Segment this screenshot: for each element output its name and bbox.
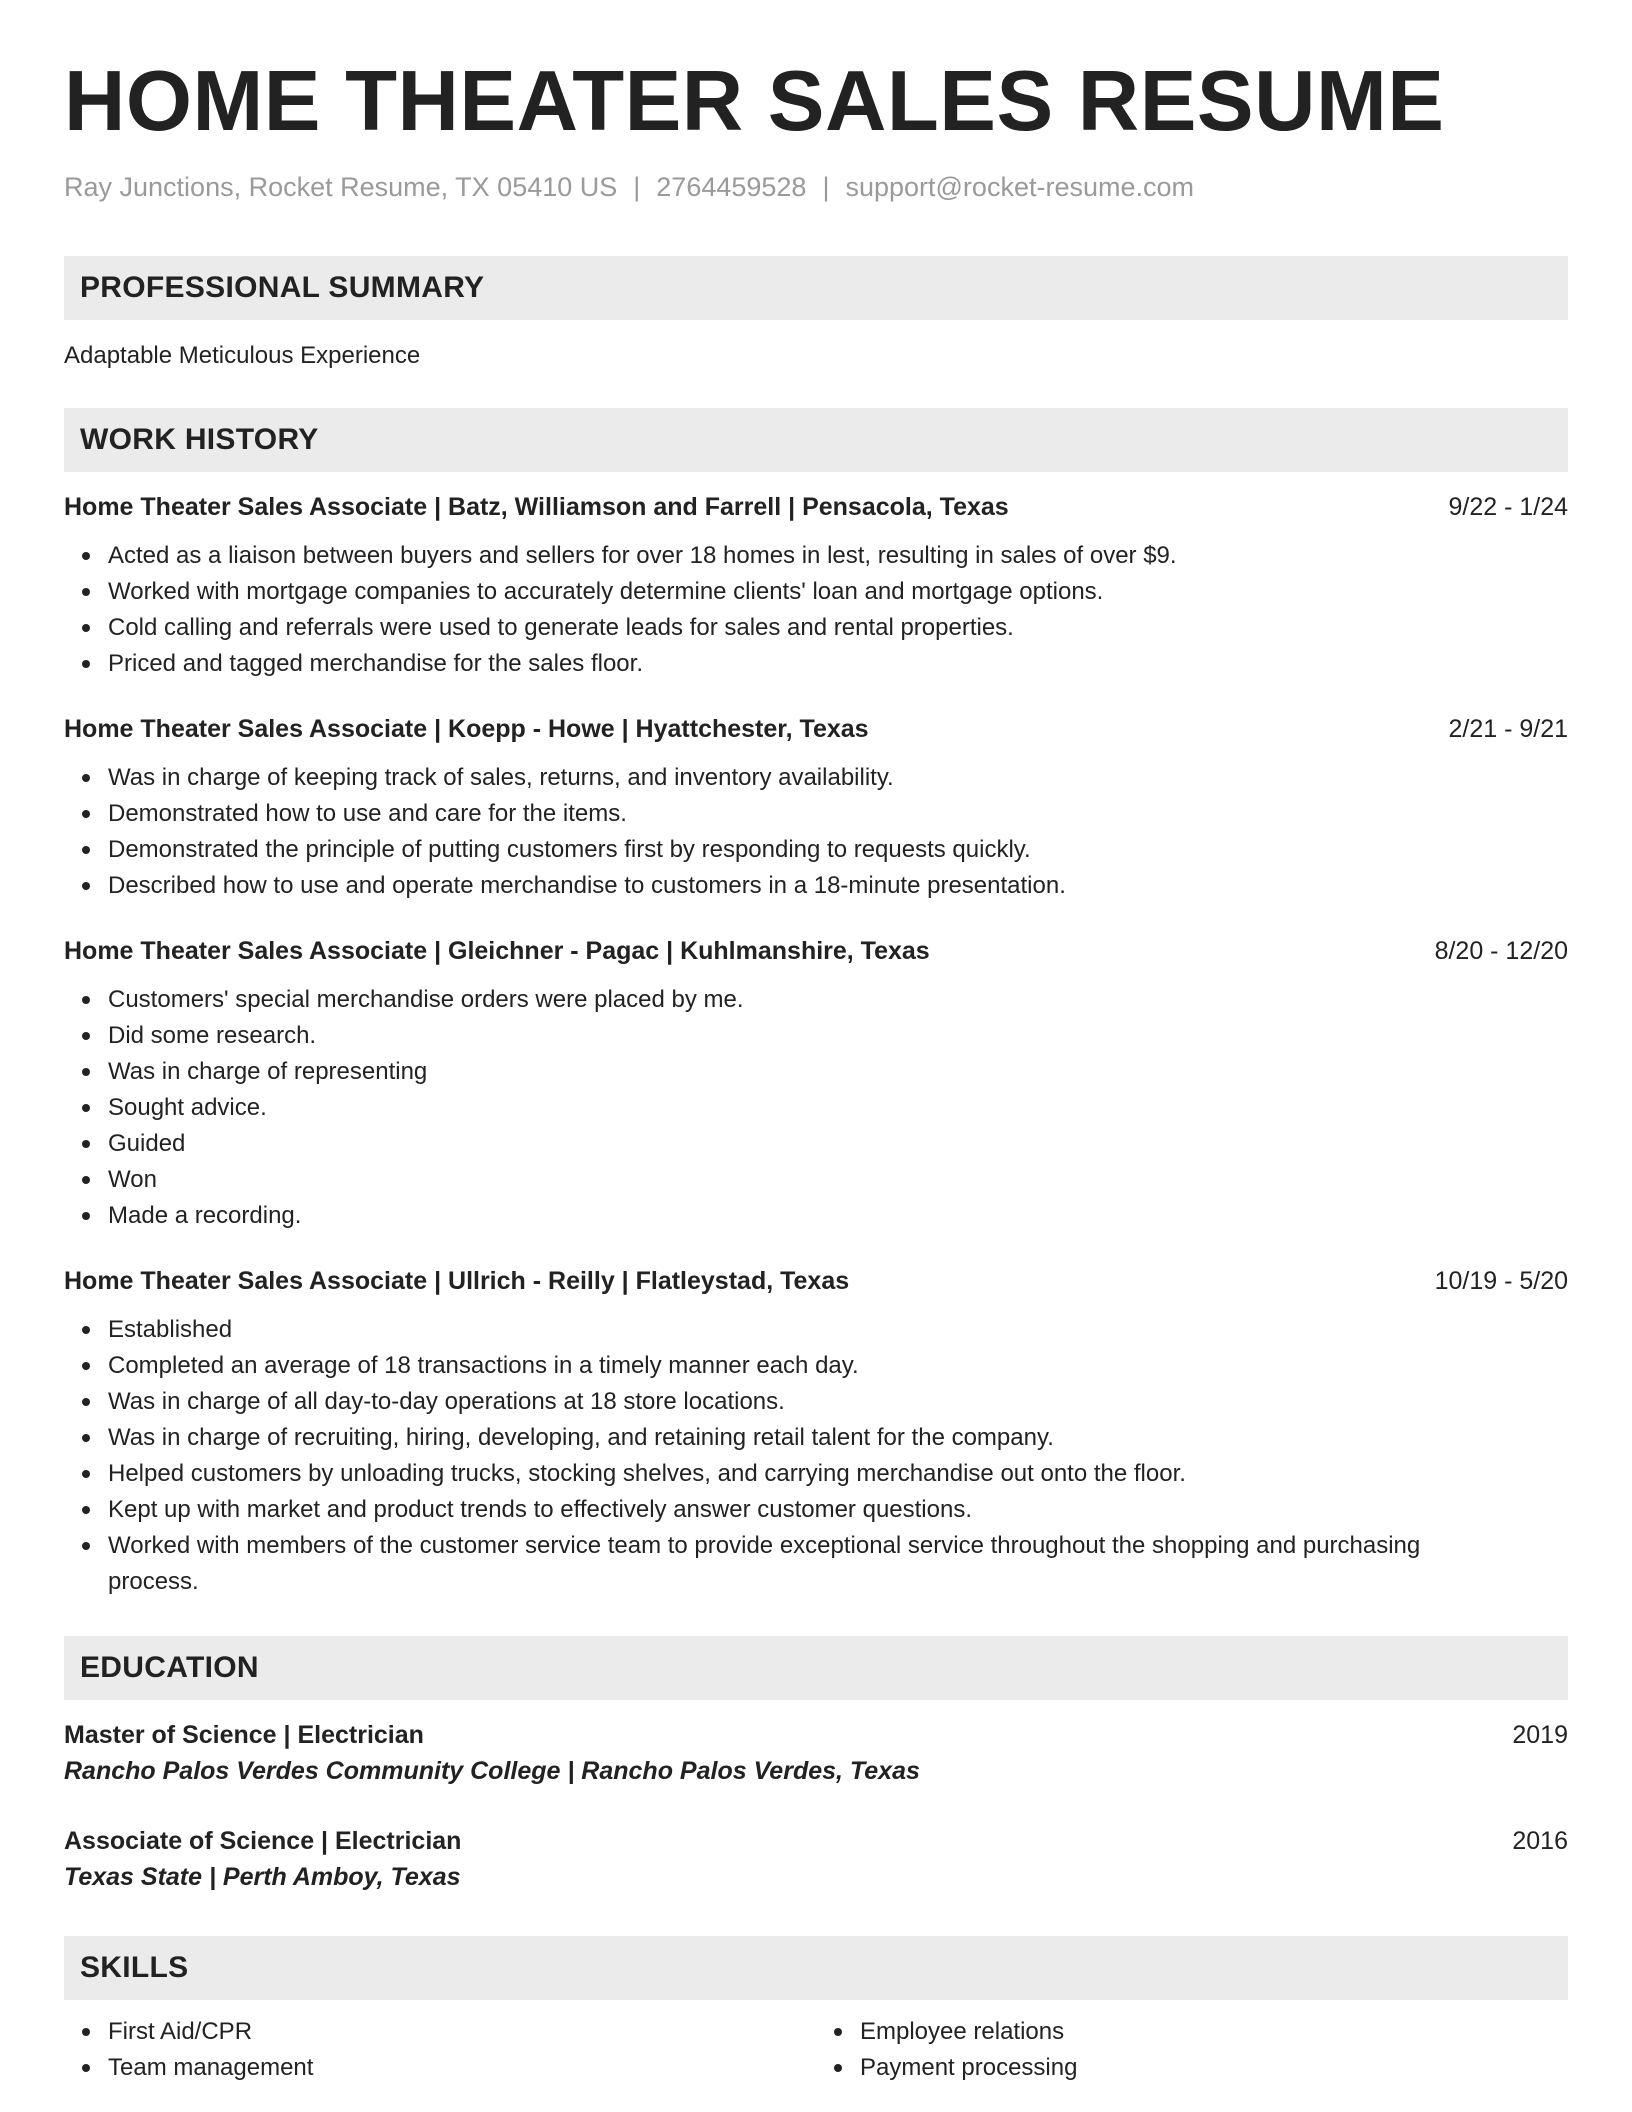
skill-item: Payment processing bbox=[860, 2050, 1568, 2086]
graduation-year: 2016 bbox=[1512, 1827, 1568, 1855]
job-dates: 10/19 - 5/20 bbox=[1434, 1267, 1568, 1295]
list-item: Was in charge of keeping track of sales, returns, and inventory availability. bbox=[108, 760, 1568, 796]
contact-email: support@rocket-resume.com bbox=[845, 172, 1194, 202]
job-dates: 2/21 - 9/21 bbox=[1448, 715, 1568, 743]
list-item: Worked with members of the customer service team to provide exceptional service throughout the shopping and purchasing process. bbox=[108, 1528, 1568, 1600]
list-item: Completed an average of 18 transactions in a timely manner each day. bbox=[108, 1348, 1568, 1384]
list-item: Acted as a liaison between buyers and sellers for over 18 homes in lest, resulting in sales of over $9. bbox=[108, 538, 1568, 574]
job-title: Home Theater Sales Associate | Koepp - Howe | Hyattchester, Texas bbox=[64, 715, 869, 743]
school-name: Rancho Palos Verdes Community College | Rancho Palos Verdes, Texas bbox=[64, 1757, 920, 1785]
list-item: Was in charge of recruiting, hiring, developing, and retaining retail talent for the company. bbox=[108, 1420, 1568, 1456]
list-item: Cold calling and referrals were used to generate leads for sales and rental properties. bbox=[108, 610, 1568, 646]
job-entry bbox=[64, 1264, 1568, 1600]
work-history-heading: WORK HISTORY bbox=[64, 408, 1568, 472]
education-entry bbox=[64, 1718, 1568, 1790]
list-item: Demonstrated the principle of putting customers first by responding to requests quickly. bbox=[108, 832, 1568, 868]
list-item: Helped customers by unloading trucks, stocking shelves, and carrying merchandise out onto the floor. bbox=[108, 1456, 1568, 1492]
skill-item: Employee relations bbox=[860, 2014, 1568, 2050]
skills-column-left bbox=[64, 2014, 816, 2086]
skill-item: First Aid/CPR bbox=[108, 2014, 816, 2050]
list-item: Kept up with market and product trends to effectively answer customer questions. bbox=[108, 1492, 1568, 1528]
contact-line bbox=[64, 170, 1568, 204]
skill-item: Team management bbox=[108, 2050, 816, 2086]
list-item: Won bbox=[108, 1162, 1568, 1198]
list-item: Priced and tagged merchandise for the sales floor. bbox=[108, 646, 1568, 682]
education-entry bbox=[64, 1824, 1568, 1896]
list-item: Made a recording. bbox=[108, 1198, 1568, 1234]
education-heading: EDUCATION bbox=[64, 1636, 1568, 1700]
skills-column-right bbox=[816, 2014, 1568, 2086]
list-item: Was in charge of representing bbox=[108, 1054, 1568, 1090]
job-entry bbox=[64, 934, 1568, 1234]
job-title: Home Theater Sales Associate | Gleichner - Pagac | Kuhlmanshire, Texas bbox=[64, 937, 930, 965]
job-bullets bbox=[64, 1312, 1568, 1600]
summary-text: Adaptable Meticulous Experience bbox=[64, 342, 421, 369]
job-dates: 8/20 - 12/20 bbox=[1434, 937, 1568, 965]
list-item: Established bbox=[108, 1312, 1568, 1348]
resume-page bbox=[64, 0, 1568, 2086]
list-item: Was in charge of all day-to-day operations at 18 store locations. bbox=[108, 1384, 1568, 1420]
job-bullets bbox=[64, 538, 1568, 682]
job-title: Home Theater Sales Associate | Ullrich - Reilly | Flatleystad, Texas bbox=[64, 1267, 850, 1295]
job-entry bbox=[64, 490, 1568, 682]
job-title: Home Theater Sales Associate | Batz, Williamson and Farrell | Pensacola, Texas bbox=[64, 493, 1009, 521]
resume-title: HOME THEATER SALES RESUME bbox=[64, 54, 1445, 149]
list-item: Did some research. bbox=[108, 1018, 1568, 1054]
list-item: Worked with mortgage companies to accurately determine clients' loan and mortgage options. bbox=[108, 574, 1568, 610]
list-item: Guided bbox=[108, 1126, 1568, 1162]
contact-separator: | bbox=[822, 172, 830, 202]
list-item: Demonstrated how to use and care for the items. bbox=[108, 796, 1568, 832]
job-entry bbox=[64, 712, 1568, 904]
graduation-year: 2019 bbox=[1512, 1721, 1568, 1749]
contact-address: Ray Junctions, Rocket Resume, TX 05410 US bbox=[64, 172, 618, 202]
list-item: Customers' special merchandise orders were placed by me. bbox=[108, 982, 1568, 1018]
job-bullets bbox=[64, 982, 1568, 1234]
degree: Master of Science | Electrician bbox=[64, 1721, 424, 1749]
list-item: Described how to use and operate merchandise to customers in a 18-minute presentation. bbox=[108, 868, 1568, 904]
contact-phone: 2764459528 bbox=[656, 172, 807, 202]
degree: Associate of Science | Electrician bbox=[64, 1827, 462, 1855]
contact-separator: | bbox=[633, 172, 641, 202]
skills-heading: SKILLS bbox=[64, 1936, 1568, 2000]
skills-list bbox=[64, 2014, 1568, 2086]
list-item: Sought advice. bbox=[108, 1090, 1568, 1126]
job-dates: 9/22 - 1/24 bbox=[1448, 493, 1568, 521]
job-bullets bbox=[64, 760, 1568, 904]
school-name: Texas State | Perth Amboy, Texas bbox=[64, 1863, 461, 1891]
summary-heading: PROFESSIONAL SUMMARY bbox=[64, 256, 1568, 320]
